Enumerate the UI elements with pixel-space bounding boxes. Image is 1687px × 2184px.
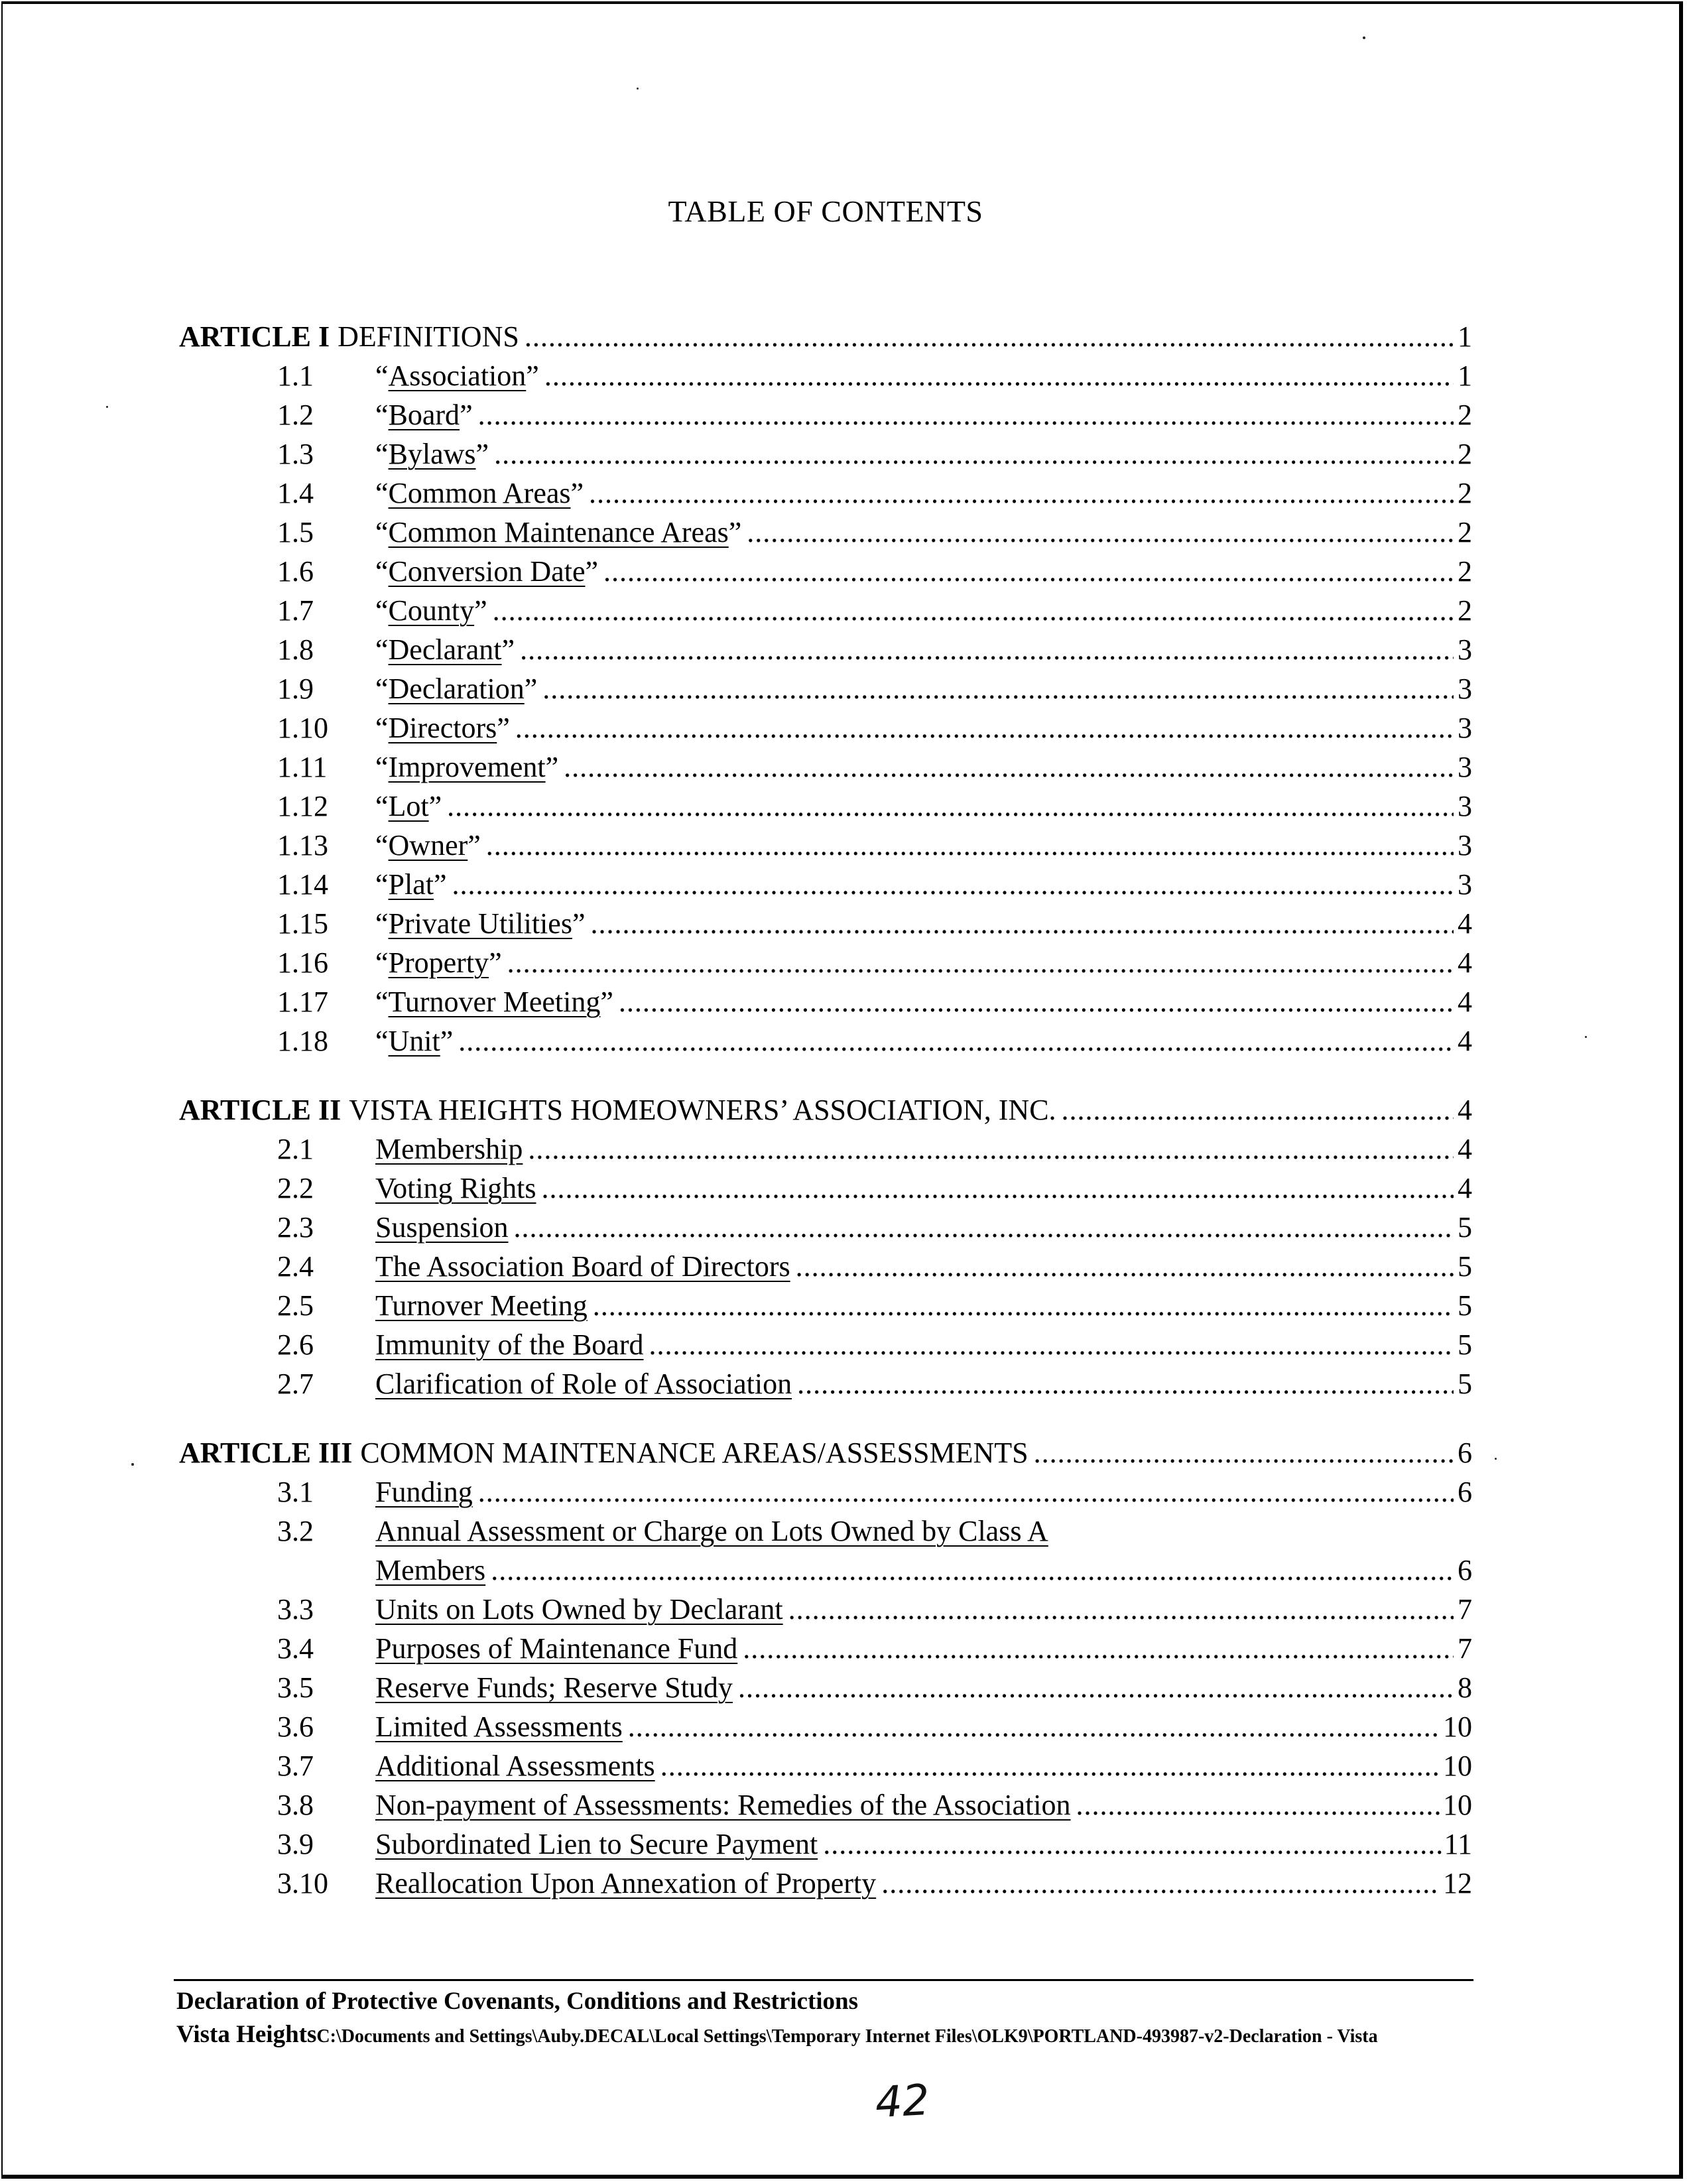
section-term-text: Turnover Meeting (388, 986, 601, 1018)
section-term-text: Directors (388, 712, 497, 744)
toc-entry[interactable] (179, 1169, 1472, 1208)
section-term (375, 1864, 876, 1903)
scan-speck (1495, 1458, 1497, 1460)
dot-leader (564, 747, 1454, 787)
section-page-number: 2 (1458, 516, 1472, 548)
dot-leader (544, 356, 1454, 395)
section-page-number: 4 (1458, 907, 1472, 940)
article-spacer (179, 1403, 1472, 1433)
section-number: 1.4 (277, 477, 314, 509)
section-number: 3.5 (277, 1671, 314, 1704)
article-label: ARTICLE I (179, 320, 330, 353)
toc-entry[interactable] (179, 826, 1472, 865)
section-number: 3.2 (277, 1515, 314, 1547)
section-page-number: 5 (1458, 1289, 1472, 1322)
section-page-number: 4 (1458, 986, 1472, 1018)
section-number: 3.9 (277, 1828, 314, 1860)
section-number: 3.7 (277, 1750, 314, 1782)
section-page-number: 12 (1443, 1867, 1472, 1899)
section-term (375, 1668, 733, 1707)
section-number: 3.4 (277, 1632, 314, 1665)
section-term-text: Conversion Date (388, 555, 586, 588)
toc-entry[interactable] (179, 1208, 1472, 1247)
footer-file-path (176, 2020, 1378, 2049)
toc-entry[interactable] (179, 747, 1472, 787)
section-number: 2.3 (277, 1211, 314, 1244)
article-spacer (179, 1060, 1472, 1090)
toc-entry[interactable] (179, 552, 1472, 591)
section-page-number: 7 (1458, 1632, 1472, 1665)
section-number: 1.1 (277, 359, 314, 392)
section-page-number: 4 (1458, 1133, 1472, 1165)
toc-entry[interactable] (179, 1746, 1472, 1785)
section-term-text: Declarant (388, 633, 502, 666)
section-term (375, 1247, 790, 1286)
section-term: “Common Maintenance Areas” (375, 516, 742, 548)
dot-leader (542, 669, 1454, 708)
section-page-number: 10 (1443, 1789, 1472, 1821)
section-term (375, 1472, 473, 1511)
section-page-number: 3 (1458, 751, 1472, 783)
section-page-number: 2 (1458, 477, 1472, 509)
section-page-number: 11 (1444, 1828, 1472, 1860)
section-number: 2.1 (277, 1133, 314, 1165)
section-term-text: The Association Board of Directors (375, 1250, 790, 1283)
section-page-number: 6 (1458, 1476, 1472, 1508)
section-number: 2.5 (277, 1289, 314, 1322)
article-page-number: 1 (1458, 320, 1472, 353)
scan-speck (637, 88, 639, 90)
toc-entry[interactable] (179, 1021, 1472, 1060)
section-term-text: Membership (375, 1133, 523, 1165)
toc-entry[interactable] (179, 1286, 1472, 1325)
section-page-number: 8 (1458, 1671, 1472, 1704)
dot-leader (797, 1364, 1454, 1403)
section-term-text: Reserve Funds; Reserve Study (375, 1671, 733, 1704)
dot-leader (525, 317, 1454, 356)
footer-divider (174, 1979, 1473, 1981)
section-term-text: Plat (388, 868, 434, 901)
section-term: “Property” (375, 946, 502, 979)
article-page-number: 4 (1458, 1094, 1472, 1126)
section-number: 1.2 (277, 399, 314, 431)
section-term-text: Clarification of Role of Association (375, 1368, 792, 1400)
section-term: “County” (375, 594, 487, 627)
toc-entry[interactable] (179, 1668, 1472, 1707)
section-number: 1.12 (277, 790, 328, 822)
section-page-number: 5 (1458, 1368, 1472, 1400)
article-heading[interactable] (179, 1433, 1472, 1472)
article-title: VISTA HEIGHTS HOMEOWNERS’ ASSOCIATION, INC. (349, 1094, 1056, 1126)
section-term-text: County (388, 594, 475, 627)
dot-leader (478, 395, 1454, 434)
section-term: “Unit” (375, 1025, 454, 1057)
section-term (375, 1208, 508, 1247)
section-term-text: Purposes of Maintenance Fund (375, 1632, 738, 1665)
section-page-number: 4 (1458, 946, 1472, 979)
section-term-text: Property (388, 946, 489, 979)
section-term-text: Declaration (388, 673, 525, 705)
section-number: 1.8 (277, 633, 314, 666)
section-term (375, 1364, 792, 1403)
footer-path-text: C:\Documents and Settings\Auby.DECAL\Local Settings\Temporary Internet Files\OLK9\PORTLAND-493987-v2-Declaration - Vista (316, 2026, 1378, 2047)
section-number: 2.6 (277, 1328, 314, 1361)
section-term: “Declaration” (375, 673, 538, 705)
footer-document-title: Declaration of Protective Covenants, Conditions and Restrictions (176, 1988, 859, 2015)
section-term-text: Association (388, 359, 527, 392)
toc-entry[interactable] (179, 982, 1472, 1021)
toc-entry[interactable] (179, 787, 1472, 826)
table-of-contents (179, 317, 1472, 1903)
section-number: 1.17 (277, 986, 328, 1018)
section-term-text: Common Maintenance Areas (388, 516, 729, 548)
dot-leader (796, 1247, 1454, 1286)
section-term: “Improvement” (375, 751, 559, 783)
scan-speck (131, 1463, 134, 1466)
section-term (375, 1825, 818, 1864)
section-term: “Directors” (375, 712, 510, 744)
section-number: 1.3 (277, 438, 314, 470)
dot-leader (520, 630, 1454, 669)
toc-entry[interactable] (179, 669, 1472, 708)
section-term-text: Additional Assessments (375, 1750, 655, 1782)
section-term-continued: Members (375, 1554, 486, 1586)
toc-entry[interactable] (179, 1364, 1472, 1403)
section-term (375, 1325, 644, 1364)
section-term-text: Turnover Meeting (375, 1289, 588, 1322)
section-term-text: Units on Lots Owned by Declarant (375, 1593, 783, 1626)
toc-entry[interactable] (179, 591, 1472, 630)
dot-leader (743, 1629, 1454, 1668)
toc-entry[interactable] (179, 513, 1472, 552)
section-number: 2.7 (277, 1368, 314, 1400)
dot-leader (478, 1472, 1454, 1511)
scan-speck (106, 406, 108, 408)
section-number: 2.4 (277, 1250, 314, 1283)
dot-leader (603, 552, 1454, 591)
section-page-number: 4 (1458, 1025, 1472, 1057)
section-page-number: 2 (1458, 555, 1472, 588)
section-term-text: Lot (388, 790, 429, 822)
section-number: 1.7 (277, 594, 314, 627)
toc-entry[interactable] (179, 1129, 1472, 1169)
section-number: 3.3 (277, 1593, 314, 1626)
section-term (375, 1551, 485, 1590)
toc-entry[interactable] (179, 395, 1472, 434)
section-number: 1.15 (277, 907, 328, 940)
section-number: 1.10 (277, 712, 328, 744)
section-term: “Turnover Meeting” (375, 986, 613, 1018)
toc-entry[interactable] (179, 943, 1472, 982)
section-page-number: 6 (1458, 1554, 1472, 1586)
toc-entry[interactable] (179, 1247, 1472, 1286)
scan-speck (1585, 1036, 1587, 1038)
section-term (375, 1746, 655, 1785)
dot-leader (458, 1021, 1454, 1060)
section-term (375, 1511, 1048, 1551)
section-term-text: Private Utilities (388, 907, 572, 940)
section-term-text: Improvement (388, 751, 546, 783)
section-term-text: Reallocation Upon Annexation of Property (375, 1867, 877, 1899)
dot-leader (507, 943, 1454, 982)
section-number: 1.18 (277, 1025, 328, 1057)
article-title: COMMON MAINTENANCE AREAS/ASSESSMENTS (360, 1437, 1029, 1469)
section-page-number: 10 (1443, 1710, 1472, 1743)
article-page-number: 6 (1458, 1437, 1472, 1469)
section-number: 3.1 (277, 1476, 314, 1508)
toc-entry[interactable] (179, 1325, 1472, 1364)
section-page-number: 10 (1443, 1750, 1472, 1782)
section-page-number: 3 (1458, 712, 1472, 744)
section-page-number: 5 (1458, 1250, 1472, 1283)
toc-entry-line2[interactable] (179, 1551, 1472, 1590)
toc-entry[interactable] (179, 1629, 1472, 1668)
dot-leader (515, 708, 1454, 747)
section-page-number: 2 (1458, 399, 1472, 431)
section-page-number: 5 (1458, 1211, 1472, 1244)
section-page-number: 3 (1458, 633, 1472, 666)
dot-leader (1062, 1090, 1454, 1129)
section-page-number: 3 (1458, 790, 1472, 822)
section-number: 1.11 (277, 751, 328, 783)
section-term: “Private Utilities” (375, 907, 586, 940)
section-term: “Association” (375, 359, 539, 392)
section-number: 1.6 (277, 555, 314, 588)
section-term: “Board” (375, 399, 473, 431)
dot-leader (1076, 1785, 1440, 1825)
section-term: “Common Areas” (375, 477, 584, 509)
section-term-text: Immunity of the Board (375, 1328, 644, 1361)
section-number: 3.8 (277, 1789, 314, 1821)
section-number: 1.13 (277, 829, 328, 862)
toc-entry[interactable] (179, 356, 1472, 395)
section-term (375, 1629, 737, 1668)
section-term-text: Subordinated Lien to Secure Payment (375, 1828, 818, 1860)
article-label: ARTICLE III (179, 1437, 353, 1469)
dot-leader (491, 1551, 1454, 1590)
toc-entry[interactable] (179, 1785, 1472, 1825)
section-number: 1.16 (277, 946, 328, 979)
dot-leader (590, 904, 1454, 943)
toc-entry[interactable] (179, 1707, 1472, 1746)
handwritten-page-number: 42 (874, 2075, 931, 2128)
dot-leader (747, 513, 1454, 552)
section-page-number: 1 (1458, 359, 1472, 392)
dot-leader (589, 474, 1454, 513)
dot-leader (493, 591, 1454, 630)
dot-leader (788, 1590, 1454, 1629)
dot-leader (486, 826, 1454, 865)
dot-leader (494, 434, 1454, 474)
toc-entry[interactable] (179, 1590, 1472, 1629)
section-term-text: Unit (388, 1025, 440, 1057)
article-heading[interactable] (179, 317, 1472, 356)
section-page-number: 3 (1458, 868, 1472, 901)
dot-leader (528, 1129, 1454, 1169)
section-term: “Conversion Date” (375, 555, 598, 588)
dot-leader (452, 865, 1454, 904)
section-number: 3.10 (277, 1867, 328, 1899)
section-term: “Bylaws” (375, 438, 489, 470)
section-number: 1.9 (277, 673, 314, 705)
toc-entry[interactable] (179, 708, 1472, 747)
section-term-text: Bylaws (388, 438, 476, 470)
article-heading[interactable] (179, 1090, 1472, 1129)
dot-leader (541, 1169, 1454, 1208)
section-page-number: 3 (1458, 829, 1472, 862)
dot-leader (649, 1325, 1454, 1364)
section-term (375, 1590, 783, 1629)
dot-leader (628, 1707, 1440, 1746)
section-number: 1.5 (277, 516, 314, 548)
section-page-number: 4 (1458, 1172, 1472, 1204)
section-term-text: Voting Rights (375, 1172, 536, 1204)
toc-entry[interactable] (179, 474, 1472, 513)
section-page-number: 3 (1458, 673, 1472, 705)
section-term-text: Suspension (375, 1211, 509, 1244)
section-term-text: Non-payment of Assessments: Remedies of the Association (375, 1789, 1071, 1821)
dot-leader (1034, 1433, 1454, 1472)
footer-project-name: Vista Heights (176, 2021, 317, 2048)
section-term-text: Limited Assessments (375, 1710, 623, 1743)
section-term (375, 1129, 523, 1169)
dot-leader (881, 1864, 1440, 1903)
dot-leader (513, 1208, 1454, 1247)
article-title: DEFINITIONS (338, 320, 519, 353)
toc-entry-line1[interactable] (179, 1511, 1472, 1551)
article-label: ARTICLE II (179, 1094, 342, 1126)
toc-entry[interactable] (179, 904, 1472, 943)
toc-entry[interactable] (179, 1825, 1472, 1864)
toc-entry[interactable] (179, 434, 1472, 474)
section-term-text: Annual Assessment or Charge on Lots Owned by Class A (375, 1515, 1048, 1547)
section-term (375, 1707, 623, 1746)
section-term: “Plat” (375, 868, 447, 901)
toc-entry[interactable] (179, 630, 1472, 669)
dot-leader (619, 982, 1454, 1021)
section-page-number: 2 (1458, 438, 1472, 470)
section-term (375, 1169, 536, 1208)
section-page-number: 5 (1458, 1328, 1472, 1361)
section-number: 1.14 (277, 868, 328, 901)
dot-leader (823, 1825, 1441, 1864)
section-term-text: Common Areas (388, 477, 571, 509)
section-term: “Lot” (375, 790, 442, 822)
section-term-text: Board (388, 399, 460, 431)
section-term (375, 1785, 1071, 1825)
section-number: 3.6 (277, 1710, 314, 1743)
section-term-text: Owner (388, 829, 468, 862)
toc-entry[interactable] (179, 1864, 1472, 1903)
scan-speck (1363, 36, 1365, 39)
section-term: “Owner” (375, 829, 481, 862)
section-page-number: 7 (1458, 1593, 1472, 1626)
section-term (375, 1286, 588, 1325)
section-term: “Declarant” (375, 633, 515, 666)
section-term-text: Funding (375, 1476, 473, 1508)
page-title: TABLE OF CONTENTS (668, 194, 983, 228)
section-page-number: 2 (1458, 594, 1472, 627)
dot-leader (660, 1746, 1440, 1785)
toc-entry[interactable] (179, 1472, 1472, 1511)
dot-leader (593, 1286, 1454, 1325)
section-number: 2.2 (277, 1172, 314, 1204)
toc-entry[interactable] (179, 865, 1472, 904)
dot-leader (738, 1668, 1454, 1707)
dot-leader (447, 787, 1454, 826)
